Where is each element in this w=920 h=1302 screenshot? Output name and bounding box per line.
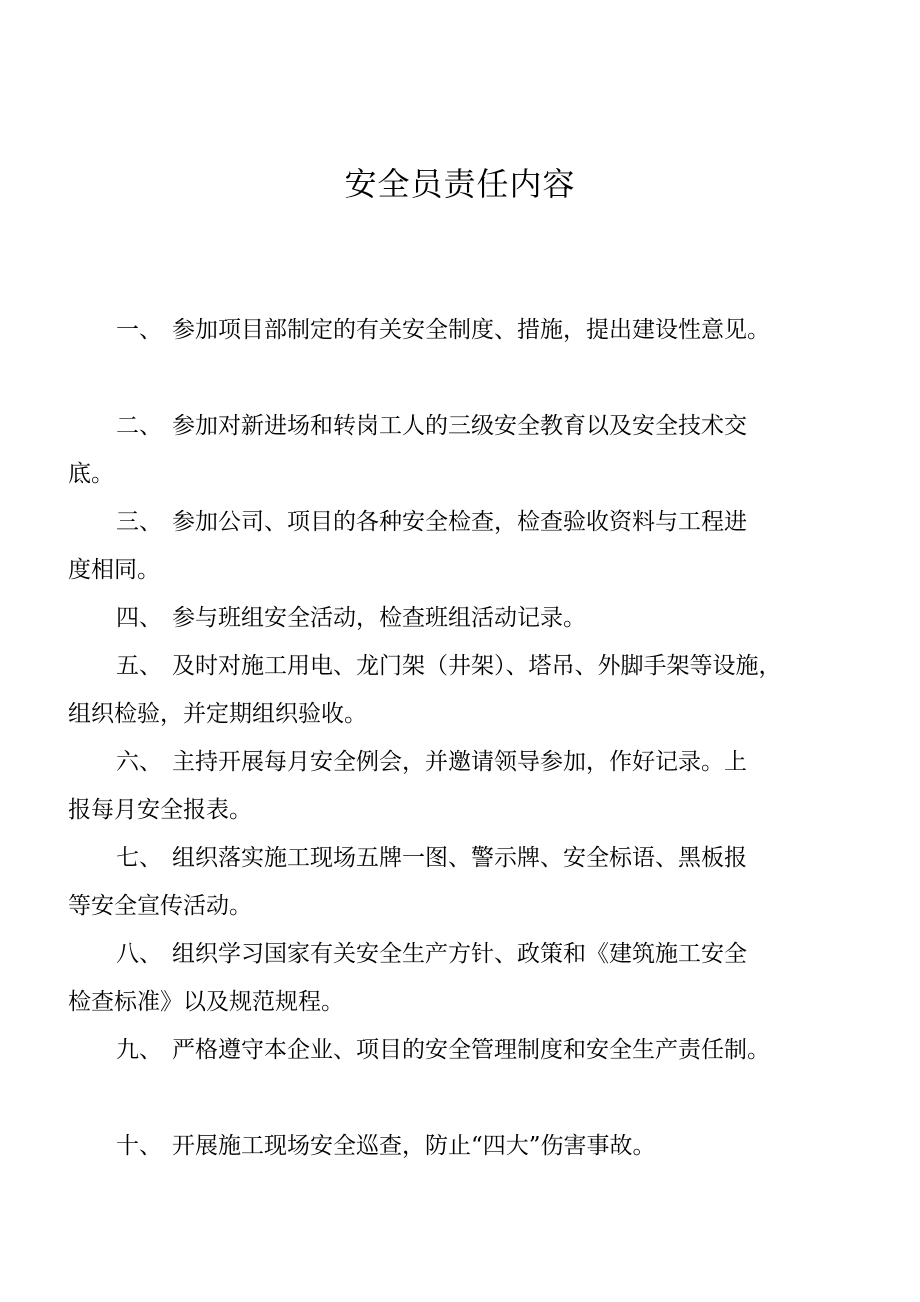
item-line <box>68 594 848 642</box>
item-text: 开展施工现场安全巡查，防止“四大”伤害事故。 <box>172 1133 656 1159</box>
list-item <box>68 498 848 594</box>
item-line <box>68 834 848 882</box>
item-line <box>68 930 848 978</box>
item-text: 严格遵守本企业、项目的安全管理制度和安全生产责任制。 <box>172 1037 770 1063</box>
item-number: 二、 <box>116 413 162 439</box>
item-line <box>68 1122 848 1170</box>
item-line <box>68 738 848 786</box>
item-text: 参加对新进场和转岗工人的三级安全教育以及安全技术交 <box>172 413 747 439</box>
list-item <box>68 402 848 498</box>
page-title: 安全员责任内容 <box>344 165 576 203</box>
item-line-continued: 组织检验，并定期组织验收。 <box>68 701 367 727</box>
item-line-continued: 度相同。 <box>68 557 160 583</box>
list-item <box>68 306 848 354</box>
item-number: 七、 <box>116 845 162 871</box>
item-line <box>68 306 848 354</box>
item-number: 一、 <box>116 317 162 343</box>
item-text: 参加公司、项目的各种安全检查，检查验收资料与工程进 <box>172 509 747 535</box>
item-number: 四、 <box>116 605 162 631</box>
item-line-continued: 等安全宣传活动。 <box>68 893 252 919</box>
list-item <box>68 738 848 834</box>
item-text: 参加项目部制定的有关安全制度、措施，提出建设性意见。 <box>172 317 770 343</box>
item-line <box>68 402 848 450</box>
list-item <box>68 594 848 642</box>
item-text: 组织学习国家有关安全生产方针、政策和《建筑施工安全 <box>172 941 747 967</box>
item-line-continued: 检查标准》以及规范规程。 <box>68 989 344 1015</box>
list-item <box>68 642 848 738</box>
item-number: 五、 <box>116 653 162 679</box>
item-number: 九、 <box>116 1037 162 1063</box>
item-text: 参与班组安全活动，检查班组活动记录。 <box>172 605 586 631</box>
item-line <box>68 1026 848 1074</box>
item-text: 及时对施工用电、龙门架（井架）、塔吊、外脚手架等设施， <box>172 653 782 679</box>
item-line <box>68 642 848 690</box>
item-line-continued: 底。 <box>68 461 114 487</box>
item-number: 八、 <box>116 941 162 967</box>
list-item <box>68 930 848 1026</box>
item-line-continued: 报每月安全报表。 <box>68 797 252 823</box>
list-item <box>68 1026 848 1074</box>
item-text: 主持开展每月安全例会，并邀请领导参加，作好记录。上 <box>172 749 747 775</box>
item-line <box>68 498 848 546</box>
item-text: 组织落实施工现场五牌一图、警示牌、安全标语、黑板报 <box>172 845 747 871</box>
item-number: 六、 <box>116 749 162 775</box>
list-item <box>68 834 848 930</box>
item-number: 三、 <box>116 509 162 535</box>
item-number: 十、 <box>116 1133 162 1159</box>
list-item <box>68 1122 848 1170</box>
